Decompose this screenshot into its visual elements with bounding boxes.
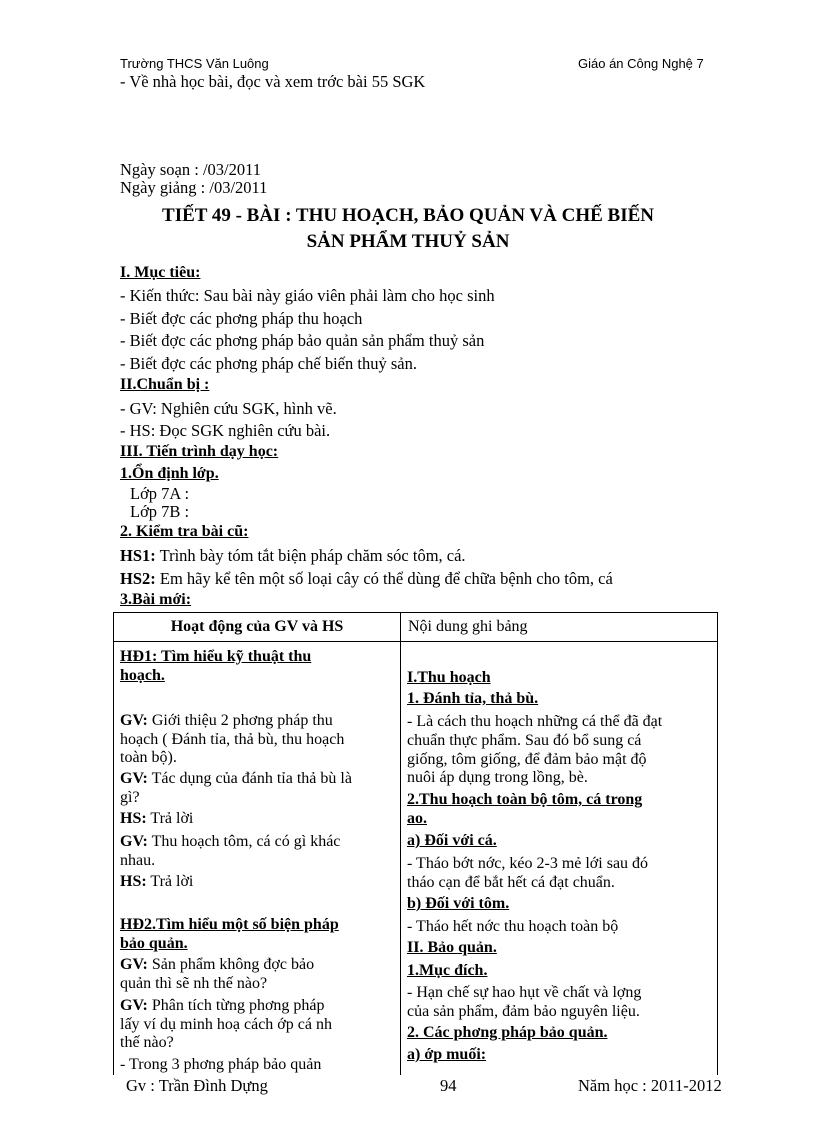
gv1-line: Giới thiệu 2 phơng pháp thu xyxy=(147,712,333,729)
content-line: - Hạn chế sự hao hụt về chất và lợng xyxy=(407,984,642,1001)
objectives-heading: I. Mục tiêu: xyxy=(120,264,201,281)
gv1-line: toàn bộ). xyxy=(120,749,177,766)
subsection-salting: a) ớp muối: xyxy=(407,1046,487,1063)
subsection-full-harvest: ao. xyxy=(407,810,427,827)
gv5-line: thế nào? xyxy=(120,1034,174,1051)
section-preservation: II. Bảo quản. xyxy=(407,939,497,956)
hs1-label: HS1: xyxy=(120,546,156,565)
hs2-question xyxy=(120,569,613,589)
process-heading: III. Tiến trình dạy học: xyxy=(120,443,279,460)
preparation-item: - GV: Nghiên cứu SGK, hình vẽ. xyxy=(120,399,337,418)
gv2-line: gì? xyxy=(120,789,140,806)
gv4-text xyxy=(120,955,314,974)
subject-name: Giáo án Công Nghệ 7 xyxy=(578,56,704,71)
hs-answer-text: Trả lời xyxy=(146,873,194,890)
hs-label: HS: xyxy=(120,810,147,827)
class-7a: Lớp 7A : xyxy=(130,484,190,503)
objective-item: - Biết đợc các phơng pháp chế biến thuỷ sản. xyxy=(120,354,417,373)
col1-header: Hoạt động của GV và HS xyxy=(170,618,344,635)
section-harvest: I.Thu hoạch xyxy=(407,669,491,686)
hs1-text: Trình bày tóm tắt biện pháp chăm sóc tôm, cá. xyxy=(155,546,466,565)
subsection-full-harvest: 2.Thu hoạch toàn bộ tôm, cá trong xyxy=(407,791,643,808)
hd1-title: HĐ1: Tìm hiểu kỹ thuật thu xyxy=(120,648,312,665)
prev-homework: - Về nhà học bài, đọc và xem trớc bài 55 SGK xyxy=(120,72,426,91)
gv1-text xyxy=(120,711,333,730)
gv4-line: Sản phẩm không đợc bảo xyxy=(147,956,315,973)
gv3-line: nhau. xyxy=(120,852,156,869)
subsection-methods: 2. Các phơng pháp bảo quản. xyxy=(407,1024,608,1041)
class-7b: Lớp 7B : xyxy=(130,502,190,521)
date-teach: Ngày giảng : /03/2011 xyxy=(120,178,268,197)
gv2-line: Tác dụng của đánh tỉa thả bù là xyxy=(147,770,352,787)
school-name: Trường THCS Văn Luông xyxy=(120,56,269,71)
hs2-label: HS2: xyxy=(120,569,156,588)
gv2-text xyxy=(120,769,352,788)
gv-label: GV: xyxy=(120,833,148,850)
gv1-line: hoạch ( Đánh tỉa, thả bù, thu hoạch xyxy=(120,731,345,748)
preparation-item: - HS: Đọc SGK nghiên cứu bài. xyxy=(120,421,331,440)
gv-label: GV: xyxy=(120,997,148,1014)
hs1-question xyxy=(120,546,466,566)
step1-heading: 1.Ổn định lớp. xyxy=(120,465,219,482)
hd2-title: HĐ2.Tìm hiểu một số biện pháp xyxy=(120,916,339,933)
gv-label: GV: xyxy=(120,770,148,787)
gv5-text xyxy=(120,996,325,1015)
objective-item: - Kiến thức: Sau bài này giáo viên phải làm cho học sinh xyxy=(120,286,495,305)
gv4-line: quản thì sẽ nh thế nào? xyxy=(120,975,268,992)
hs-label: HS: xyxy=(120,873,147,890)
subsection-shrimp: b) Đối với tôm. xyxy=(407,895,510,912)
table-header-row xyxy=(114,613,717,642)
lesson-title-line2: SẢN PHẨM THUỶ SẢN xyxy=(306,231,510,252)
gv5-line: lấy ví dụ minh hoạ cách ớp cá nh xyxy=(120,1016,332,1033)
content-line: - Là cách thu hoạch những cá thể đã đạt xyxy=(407,713,663,730)
hs-answer xyxy=(120,809,193,828)
step3-heading: 3.Bài mới: xyxy=(120,591,192,608)
gv3-text xyxy=(120,832,340,851)
objective-item: - Biết đợc các phơng pháp bảo quản sản phẩm thuỷ sản xyxy=(120,331,485,350)
content-line: chuẩn thực phẩm. Sau đó bổ sung cá xyxy=(407,732,642,749)
content-line: nuôi áp dụng trong lồng, bè. xyxy=(407,769,588,786)
date-prepare: Ngày soạn : /03/2011 xyxy=(120,160,261,179)
footer-page-number: 94 xyxy=(440,1076,457,1095)
gv-label: GV: xyxy=(120,712,148,729)
preparation-heading: II.Chuẩn bị : xyxy=(120,376,210,393)
gv3-line: Thu hoạch tôm, cá có gì khác xyxy=(147,833,341,850)
gv-label: GV: xyxy=(120,956,148,973)
content-line: của sản phẩm, đảm bảo nguyên liệu. xyxy=(407,1003,640,1020)
objective-item: - Biết đợc các phơng pháp thu hoạch xyxy=(120,309,363,328)
step2-heading: 2. Kiểm tra bài cũ: xyxy=(120,523,249,540)
subsection-thinning: 1. Đánh tỉa, thả bù. xyxy=(407,690,539,707)
subsection-purpose: 1.Mục đích. xyxy=(407,962,488,979)
column-divider xyxy=(400,613,401,1075)
content-line: tháo cạn để bắt hết cá đạt chuẩn. xyxy=(407,874,615,891)
hd2-title: bảo quản. xyxy=(120,935,188,952)
hs-answer-text: Trả lời xyxy=(146,810,194,827)
col2-header: Nội dung ghi bảng xyxy=(408,618,528,635)
method-note: - Trong 3 phơng pháp bảo quản xyxy=(120,1056,322,1073)
content-line: - Tháo hết nớc thu hoạch toàn bộ xyxy=(407,918,619,935)
footer-teacher: Gv : Trần Đình Dựng xyxy=(126,1076,268,1095)
lesson-title-line1: TIẾT 49 - BÀI : THU HOẠCH, BẢO QUẢN VÀ CHẾ BIẾN xyxy=(162,205,654,226)
content-line: - Tháo bớt nớc, kéo 2-3 mẻ lới sau đó xyxy=(407,855,649,872)
hs2-text: Em hãy kể tên một số loại cây có thể dùng để chữa bệnh cho tôm, cá xyxy=(155,569,613,588)
subsection-fish: a) Đối với cá. xyxy=(407,832,497,849)
hs-answer xyxy=(120,872,193,891)
hd1-title: hoạch. xyxy=(120,667,165,684)
footer-school-year: Năm học : 2011-2012 xyxy=(578,1076,722,1095)
gv5-line: Phân tích từng phơng pháp xyxy=(147,997,325,1014)
content-line: giống, tôm giống, để đảm bảo mật độ xyxy=(407,751,647,768)
lesson-table xyxy=(113,612,718,1075)
